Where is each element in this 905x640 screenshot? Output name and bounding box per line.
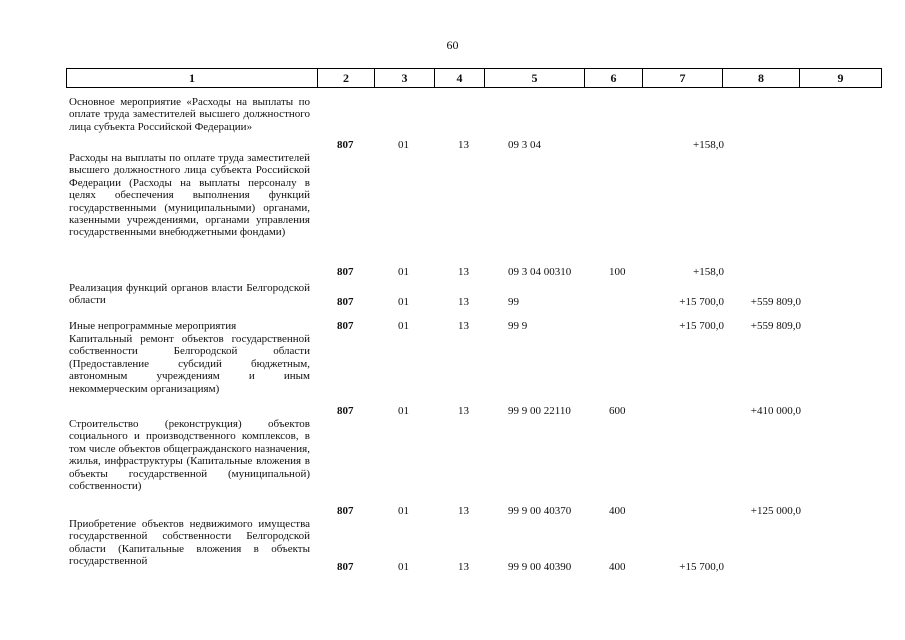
- row-grbs: 807: [337, 266, 354, 278]
- header-col-1: 1: [67, 69, 318, 88]
- row-vr: 400: [609, 505, 626, 517]
- row-sum-1: +158,0: [693, 139, 724, 151]
- row-pr: 13: [458, 405, 469, 417]
- page-number: 60: [446, 38, 459, 52]
- row-grbs: 807: [337, 505, 354, 517]
- row-rz: 01: [398, 139, 409, 151]
- row-pr: 13: [458, 505, 469, 517]
- row-description: Расходы на выплаты по оплате труда заместителей высшего должностного лица субъекта Российской Федерации (Расходы на выплаты персоналу в целях обеспечения выполнения функций государственными (муниципальными) органами, казенными учреждениями, органами управления государственными внебюджетными фондами): [69, 152, 310, 239]
- row-description: Основное мероприятие «Расходы на выплаты по оплате труда заместителей высшего должностного лица субъекта Российской Федерации»: [69, 96, 310, 133]
- row-pr: 13: [458, 266, 469, 278]
- row-sum-1: +15 700,0: [679, 320, 724, 332]
- row-sum-2: +410 000,0: [750, 405, 801, 417]
- row-vr: 400: [609, 561, 626, 573]
- row-grbs: 807: [337, 139, 354, 151]
- row-rz: 01: [398, 561, 409, 573]
- row-description: Приобретение объектов недвижимого имущества государственной собственности Белгородской области (Капитальные вложения в объекты государственной: [69, 518, 310, 568]
- header-col-9: 9: [800, 69, 882, 88]
- header-col-5: 5: [485, 69, 585, 88]
- header-col-4: 4: [435, 69, 485, 88]
- row-sum-2: +125 000,0: [750, 505, 801, 517]
- row-grbs: 807: [337, 296, 354, 308]
- row-sum-2: +559 809,0: [750, 320, 801, 332]
- row-description: Иные непрограммные мероприятия: [69, 320, 237, 332]
- header-col-8: 8: [723, 69, 800, 88]
- row-rz: 01: [398, 405, 409, 417]
- row-description: Реализация функций органов власти Белгородской области: [69, 282, 310, 307]
- row-csr: 99: [508, 296, 519, 308]
- row-pr: 13: [458, 320, 469, 332]
- row-vr: 100: [609, 266, 626, 278]
- row-grbs: 807: [337, 561, 354, 573]
- header-col-6: 6: [585, 69, 643, 88]
- header-col-2: 2: [318, 69, 375, 88]
- row-csr: 99 9 00 40370: [508, 505, 572, 517]
- row-grbs: 807: [337, 405, 354, 417]
- header-col-7: 7: [643, 69, 723, 88]
- row-vr: 600: [609, 405, 626, 417]
- row-csr: 99 9 00 40390: [508, 561, 572, 573]
- header-col-3: 3: [375, 69, 435, 88]
- row-rz: 01: [398, 320, 409, 332]
- row-pr: 13: [458, 296, 469, 308]
- row-description: Капитальный ремонт объектов государственной собственности Белгородской области (Предоставление субсидий бюджетным, автономным учреждениям и иным некоммерческим организациям): [69, 333, 310, 395]
- row-pr: 13: [458, 561, 469, 573]
- row-rz: 01: [398, 296, 409, 308]
- table-header: [66, 68, 882, 88]
- row-description: Строительство (реконструкция) объектов социального и производственного комплексов, в том числе объектов общегражданского назначения, жилья, инфраструктуры (Капитальные вложения в объекты государственной (муниципальной) собственности): [69, 418, 310, 493]
- row-csr: 99 9 00 22110: [508, 405, 571, 417]
- row-sum-1: +15 700,0: [679, 561, 724, 573]
- row-csr: 99 9: [508, 320, 528, 332]
- row-grbs: 807: [337, 320, 354, 332]
- row-csr: 09 3 04: [508, 139, 541, 151]
- row-sum-1: +15 700,0: [679, 296, 724, 308]
- row-csr: 09 3 04 00310: [508, 266, 572, 278]
- row-sum-1: +158,0: [693, 266, 724, 278]
- row-pr: 13: [458, 139, 469, 151]
- row-rz: 01: [398, 266, 409, 278]
- row-rz: 01: [398, 505, 409, 517]
- row-sum-2: +559 809,0: [750, 296, 801, 308]
